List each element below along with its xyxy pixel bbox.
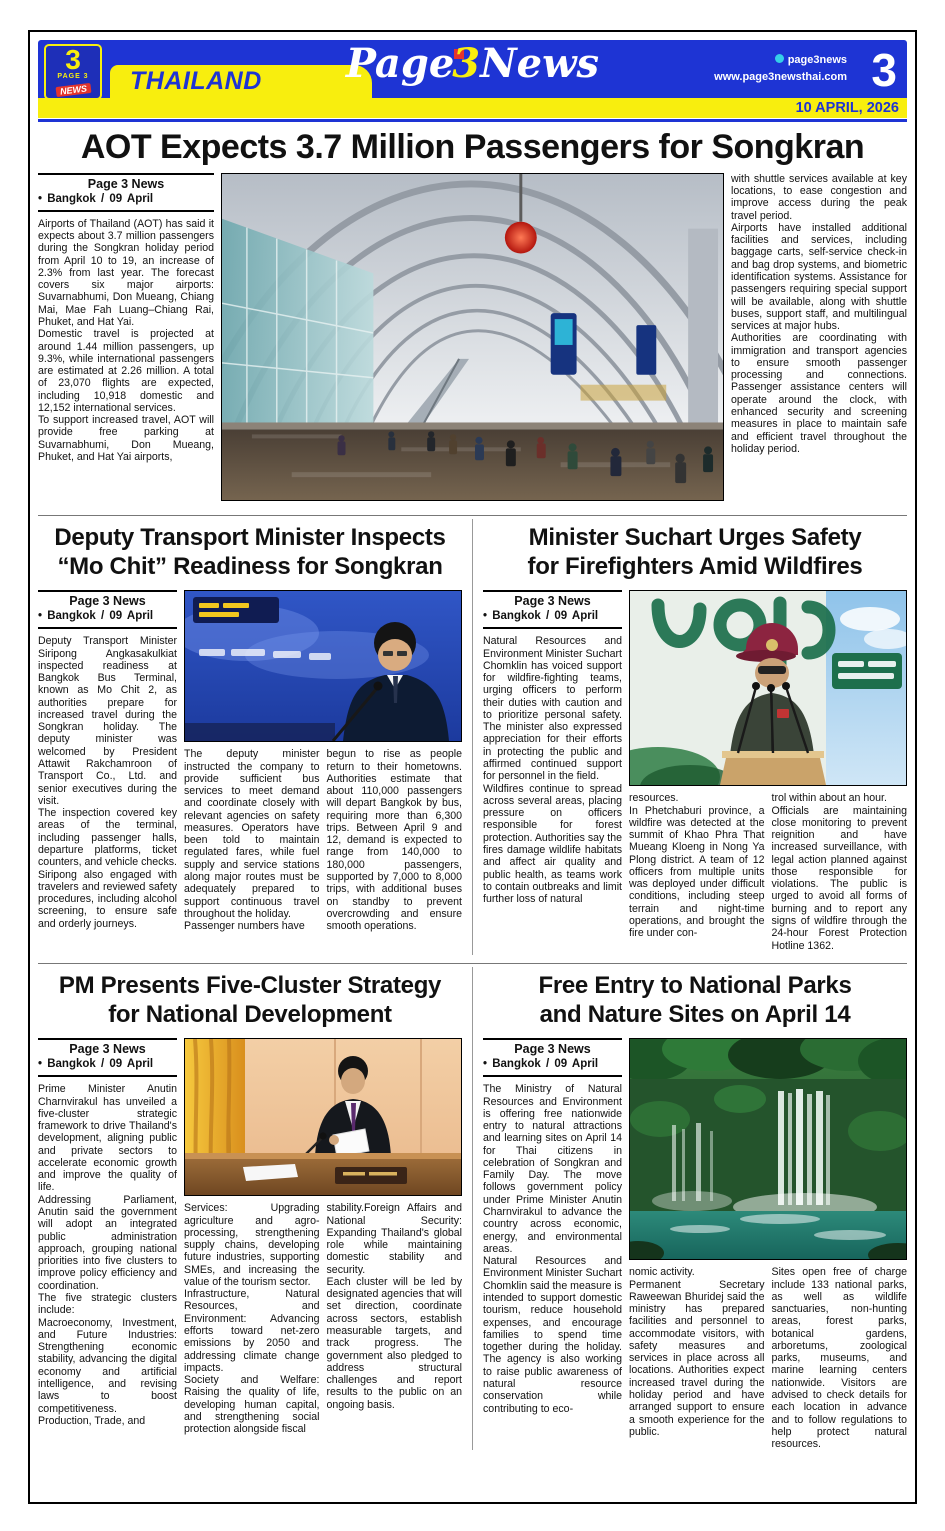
story-five-cluster xyxy=(38,967,462,1451)
lead-column-left xyxy=(38,218,214,464)
paragraph: The inspection covered key areas of the terminal, including passenger halls, departure platforms, ticket counters, and vehicle checks. Siripong also engaged with travelers and reviewed safety procedures, including alcohol screening, to ensure safe and orderly journeys. xyxy=(38,807,177,930)
paragraph: Wildfires continue to spread across several areas, placing pressure on officers responsible for forest protection. Authorities say the fires damage wildlife habitats and affect air quality and public health, as teams work to contain outbreaks and limit further loss of natural xyxy=(483,782,622,906)
byline xyxy=(483,590,622,629)
paragraph: Society and Welfare: Raising the quality of life, developing human capital, and strengthening social protection alongside fiscal xyxy=(184,1374,320,1436)
byline xyxy=(38,1038,177,1077)
masthead xyxy=(38,40,907,122)
deputy-minister-press-photo xyxy=(184,590,462,742)
paragraph: Deputy Transport Minister Siripong Angkasakulkiat inspected readiness at Bangkok Bus Terminal, known as Mo Chit 2, as authorities prepare for increased travel during the Songkran holiday. The deputy minister was welcomed by President Attawit Rakchamroon of Transport Co., Ltd. and senior executives during the visit. xyxy=(38,635,177,807)
wildfire-briefing-illustration xyxy=(630,591,906,785)
story-headline xyxy=(483,523,907,582)
paragraph: Natural Resources and Environment Minister Suchart Chomklin said the measure is intended to support domestic tourism, reduce household expenses, and encourage families to spend time together during the holiday. The agency is also working to raise public awareness of natural resource conservation while contributing to eco- xyxy=(483,1255,622,1415)
paragraph: Macroeconomy, Investment, and Future Industries: Strengthening economic stability, advancing the digital economy and artificial intelligence, and revising laws to boost competitiveness. xyxy=(38,1316,177,1415)
paragraph: trol within about an hour. xyxy=(771,792,887,805)
headline-line: for National Development xyxy=(108,1000,392,1028)
story-column-2 xyxy=(184,1202,320,1435)
byline-dateline: • Bangkok / 09 April xyxy=(483,610,599,623)
region-tab: THAILAND xyxy=(110,65,372,98)
paragraph: Production, Trade, and xyxy=(38,1414,146,1427)
byline-dateline: • Bangkok / 09 April xyxy=(38,610,154,623)
paragraph: with shuttle services available at key locations, to ease congestion and improve access during the peak travel period. xyxy=(731,172,907,222)
page-number: 3 xyxy=(871,44,897,96)
story-column-2 xyxy=(629,1266,765,1450)
press-briefing-illustration xyxy=(185,591,461,741)
headline-line: PM Presents Five-Cluster Strategy xyxy=(58,971,442,999)
brand-number: 3 xyxy=(452,40,481,87)
byline-source: Page 3 News xyxy=(87,176,165,191)
paragraph: nomic activity. xyxy=(629,1266,695,1279)
brand-left: Page xyxy=(345,40,455,87)
logo-page-label: PAGE 3 xyxy=(57,73,89,80)
pm-speech-illustration xyxy=(185,1039,461,1195)
paragraph: Natural Resources and Environment Minister Suchart Chomklin has voiced support for wildfire-fighting teams, urging officers to perform their duties with caution and to prioritize personal safety. The minister also expressed appreciation for their efforts in protecting the public and affirmed continued support for personnel in the field. xyxy=(483,635,622,783)
paragraph: stability.Foreign Affairs and National Security: Expanding Thailand's global role while maintaining domestic stability and security. xyxy=(326,1202,462,1276)
lead-headline: AOT Expects 3.7 Million Passengers for Songkran xyxy=(80,128,865,166)
paragraph: The Ministry of Natural Resources and Environment is offering free nationwide entry to natural attractions and learning sites on April 14 for Thai citizens in celebration of Songkran and Family Day. The move follows government policy under Prime Minister Anutin Charnvirakul to advance the country across economic, energy, and environmental areas. xyxy=(483,1083,622,1255)
story-column-1 xyxy=(38,635,177,930)
waterfall-nature-photo xyxy=(629,1038,907,1260)
section-divider xyxy=(38,515,907,516)
airport-terminal-photo xyxy=(221,173,724,501)
headline-line: “Mo Chit” Readiness for Songkran xyxy=(57,552,443,580)
airport-terminal-illustration xyxy=(222,174,723,500)
byline-source: Page 3 News xyxy=(514,594,591,609)
story-column-3 xyxy=(772,792,908,952)
column-divider xyxy=(472,519,473,955)
paragraph: Airports have installed additional facilities and services, including baggage carts, self-service check-in and bag drop systems, and biometric identification systems. Assistance for passengers requiring special support will be available, along with shuttle buses, support staff, and multilingual services at major hubs. xyxy=(731,221,907,333)
paragraph: begun to rise as people return to their hometowns. Authorities estimate that about 110,000 passengers will depart Bangkok by bus, requiring more than 6,300 trips. Between April 9 and 12, demand is expected to range from 140,000 to 180,000 passengers, supported by 7,000 to 8,000 trips, with additional buses on standby to prevent overcrowding and ensure smooth operations. xyxy=(326,748,462,933)
website: www.page3newsthai.com xyxy=(714,71,847,84)
masthead-rule xyxy=(38,119,907,122)
story-headline xyxy=(483,971,907,1030)
paragraph: Prime Minister Anutin Charnvirakul has unveiled a five-cluster strategic framework to drive Thailand's development, aligning public and private sectors to accelerate economic growth and improve the quality of life. xyxy=(38,1083,177,1194)
story-headline xyxy=(38,523,462,582)
lead-article xyxy=(38,130,907,507)
social-handle: page3news xyxy=(787,54,847,66)
paragraph: resources. xyxy=(629,792,679,805)
brand-right: News xyxy=(480,40,600,87)
story-column-3 xyxy=(327,1202,463,1435)
logo-news-ribbon: NEWS xyxy=(55,83,91,97)
story-column-3 xyxy=(327,748,463,932)
masthead-contact xyxy=(714,52,847,86)
social-dot-icon xyxy=(775,54,784,63)
social-line xyxy=(714,52,847,69)
paragraph: Authorities are coordinating with immigration and transport agencies to ensure smooth passenger processing and connections. Passenger assistance centers will operate around the clock, with enhanced security and screening measures in place to maintain safe and efficient travel throughout the holiday period. xyxy=(731,332,907,455)
page-frame xyxy=(28,30,917,1504)
byline-source: Page 3 News xyxy=(69,1042,146,1057)
minister-wildfire-press-photo xyxy=(629,590,907,786)
story-headline xyxy=(38,971,462,1030)
story-wildfires xyxy=(483,519,907,955)
headline-line: for Firefighters Amid Wildfires xyxy=(527,552,863,580)
headline-line: Deputy Transport Minister Inspects xyxy=(54,523,446,551)
column-divider xyxy=(472,967,473,1451)
paragraph: Airports of Thailand (AOT) has said it expects about 3.7 million passengers during the Songkran holiday period from April 10 to 19, an increase of 2.3% from last year. The forecast covers six major airports: Suvarnabhumi, Don Mueang, Chiang Mai, Mae Fah Luang–Chiang Rai, Phuket, and Hat Yai. xyxy=(38,217,214,328)
paragraph: Domestic travel is projected at around 1.44 million passengers, up 9.3%, while international passengers are estimated at 2.26 million. A total of 23,070 flights are expected, including 10,918 domestic and 12,152 international services. xyxy=(38,328,214,414)
date-strip xyxy=(38,98,907,118)
byline-source: Page 3 News xyxy=(514,1042,591,1057)
logo-number: 3 xyxy=(65,44,81,75)
paragraph: Infrastructure, Natural Resources, and Environment: Advancing efforts toward net-zero emissions by 2050 and addressing climate change impacts. xyxy=(184,1288,320,1374)
byline-dateline: • Bangkok / 09 April xyxy=(483,1058,599,1071)
byline xyxy=(38,173,214,212)
story-column-1 xyxy=(38,1083,177,1427)
paragraph: Addressing Parliament, Anutin said the government will adopt an integrated public administration approach, grouping national priorities into five clusters to improve policy efficiency and coordination. xyxy=(38,1193,177,1292)
story-column-3 xyxy=(772,1266,908,1450)
paragraph: The five strategic clusters include: xyxy=(38,1292,177,1317)
paragraph: Officials are maintaining close monitoring to prevent reignition and have increased surveillance, with legal action planned against those responsible for violations. The public is urged to avoid all forms of burning and to report any signs of wildfire through the 24-hour Forest Protection Hotline 1362. xyxy=(771,804,907,952)
paragraph: Services: Upgrading agriculture and agro-processing, strengthening supply chains, developing future industries, supporting SMEs, and increasing the value of the tourism sector. xyxy=(184,1202,320,1288)
story-mo-chit xyxy=(38,519,462,955)
paragraph: In Phetchaburi province, a wildfire was detected at the summit of Khao Phra That Mueang Kloeng in Nong Ya Plong district. A team of 12 officers from multiple units was deployed under difficult conditions, including steep terrain and night-time operations, and brought the fire under con- xyxy=(629,804,765,940)
section-divider xyxy=(38,963,907,964)
issue-date: 10 APRIL, 2026 xyxy=(795,100,899,116)
headline-line: Free Entry to National Parks xyxy=(538,971,852,999)
page3news-logo xyxy=(44,44,102,100)
masthead-bar xyxy=(38,40,907,98)
paragraph: Each cluster will be led by designated agencies that will set direction, coordinate across sectors, establish measurable targets, and track progress. The government also pledged to address structural challenges and report results to the public on an ongoing basis. xyxy=(326,1275,462,1411)
byline xyxy=(38,590,177,629)
waterfall-illustration xyxy=(630,1039,906,1259)
byline xyxy=(483,1038,622,1077)
byline-dateline: • Bangkok / 09 April xyxy=(38,1058,154,1071)
headline-line: and Nature Sites on April 14 xyxy=(539,1000,851,1028)
story-column-2 xyxy=(629,792,765,952)
paragraph: Sites open free of charge include 133 national parks, as well as wildlife sanctuaries, non-hunting areas, forest parks, botanical gardens, arboretums, zoological parks, museums, and marine learning centers nationwide. Visitors are advised to check details for each location in advance and to follow regulations to help protect natural resources. xyxy=(771,1266,907,1451)
story-column-1 xyxy=(483,1083,622,1415)
story-column-1 xyxy=(483,635,622,905)
paragraph: Permanent Secretary Raweewan Bhuridej said the ministry has prepared facilities and personnel to accommodate visitors, with safety measures and services in place across all locations. Authorities expect increased travel during the holiday period and have arranged support to ensure a smooth experience for the public. xyxy=(629,1278,765,1438)
paragraph: To support increased travel, AOT will provide free parking at Suvarnabhumi, Don Mueang, Phuket, and Hat Yai airports, xyxy=(38,414,214,464)
story-column-2 xyxy=(184,748,320,932)
lead-column-right xyxy=(731,173,907,455)
headline-line: Minister Suchart Urges Safety xyxy=(528,523,862,551)
pm-parliament-photo xyxy=(184,1038,462,1196)
byline-dateline: • Bangkok / 09 April xyxy=(38,192,154,205)
paragraph: Passenger numbers have xyxy=(184,920,305,933)
byline-source: Page 3 News xyxy=(69,594,146,609)
story-national-parks xyxy=(483,967,907,1451)
paragraph: The deputy minister instructed the company to provide sufficient bus services to meet demand and coordinate closely with relevant agencies on safety measures. Operators have been told to maintain regulated fares, while fuel supply and service stations along major routes must be adequately prepared to support continuous travel throughout the holiday. xyxy=(184,748,320,920)
